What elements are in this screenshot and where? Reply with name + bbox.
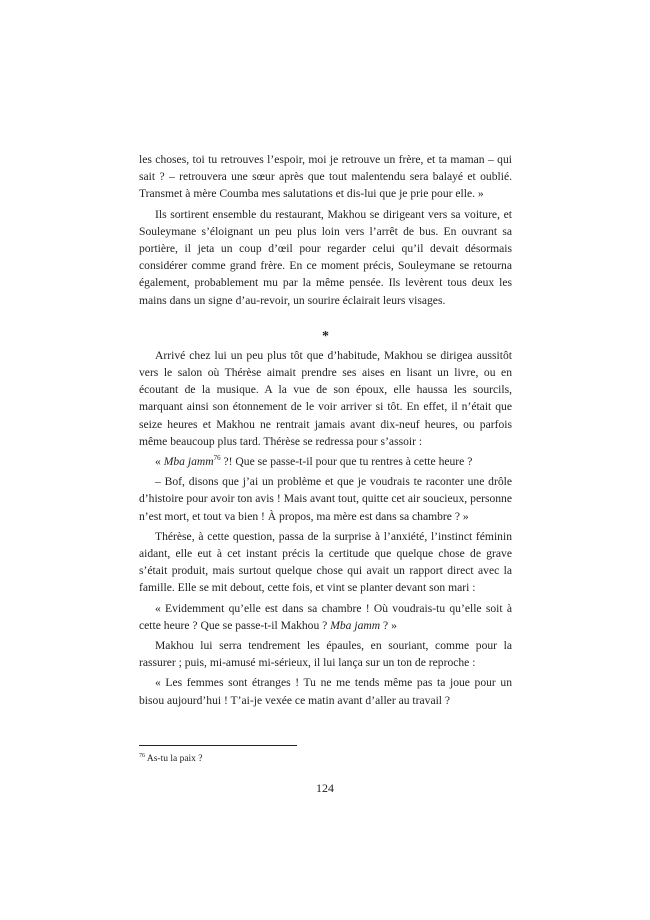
paragraph: – Bof, disons que j’ai un problème et que je voudrais te raconter une drôle d’histoire pour avoir ton avis ! Mais avant tout, quitte cet air soucieux, personne n’est mort, et tout va bien ! À propos, ma mère est dans sa chambre ? » (139, 475, 512, 523)
dialogue-line (139, 600, 512, 634)
italic-phrase: Mba jamm (330, 618, 381, 632)
dialogue-text: ?! Que se passe-t-il pour que tu rentres à cette heure ? (220, 455, 473, 469)
footnote-number: 76 (139, 752, 145, 759)
paragraph: Makhou lui serra tendrement les épaules, en souriant, comme pour la rassurer ; puis, mi-amusé mi-sérieux, il lui lança sur un ton de reproche : (139, 639, 512, 670)
italic-phrase: Mba jamm (163, 455, 214, 469)
paragraph: « Les femmes sont étranges ! Tu ne me tends même pas ta joue pour un bisou aujourd’hui ! T’ai-je vexée ce matin avant d’aller au travail ? (139, 676, 512, 707)
paragraph: Thérèse, à cette question, passa de la surprise à l’anxiété, l’instinct féminin aidant, elle eut à cet instant précis la certitude que quelque chose de grave s’était produit, mais surtout quelque chose qui avait un rapport direct avec la famille. Elle se mit debout, cette fois, et vint se planter devant son mari : (139, 529, 512, 595)
paragraph: Arrivé chez lui un peu plus tôt que d’habitude, Makhou se dirigea aussitôt vers le salon où Thérèse aimait prendre ses aises en lisant un livre, ou en écoutant de la musique. A la vue de son époux, elle haussa les sourcils, marquant ainsi son étonnement de le voir arriver si tôt. En effet, il n’était que seize heures et Makhou ne rentrait jamais avant dix-neuf heures, ou parfois même beaucoup plus tard. Thérèse se redressa pour s’assoir : (139, 348, 512, 448)
section-separator: * (322, 328, 329, 344)
footnote-reference: 76 (213, 454, 221, 463)
footnote (139, 753, 203, 765)
dialogue-text: ? » (380, 618, 397, 632)
page-body (139, 151, 512, 709)
dialogue-prefix: « (155, 455, 164, 469)
paragraph: Ils sortirent ensemble du restaurant, Makhou se dirigeant vers sa voiture, et Souleymane s’éloignant un peu plus loin vers l’arrêt de bus. En ouvrant sa portière, il jeta un coup d’œil pour regarder celui qu’il devait désormais considérer comme grand frère. En ce moment précis, Souleymane se retourna également, probablement mu par la même pensée. Ils levèrent tous deux les mains dans un signe d’au-revoir, un sourire éclairait leurs visages. (139, 207, 512, 307)
footnote-divider (139, 745, 297, 746)
dialogue-prefix: « Evidemment qu’elle est dans sa chambre ! Où voudrais-tu qu’elle soit à cette heure ? Que se passe-t-il Makhou ? (139, 601, 512, 632)
dialogue-line (139, 453, 512, 470)
paragraph: les choses, toi tu retrouves l’espoir, moi je retrouve un frère, et ta maman – qui sait ? – retrouvera une sœur après que tout malentendu sera balayé et oublié. Transmet à mère Coumba mes salutations et dis-lui que je prie pour elle. » (139, 153, 512, 201)
footnote-text: As-tu la paix ? (146, 754, 203, 764)
page-number: 124 (316, 781, 334, 795)
